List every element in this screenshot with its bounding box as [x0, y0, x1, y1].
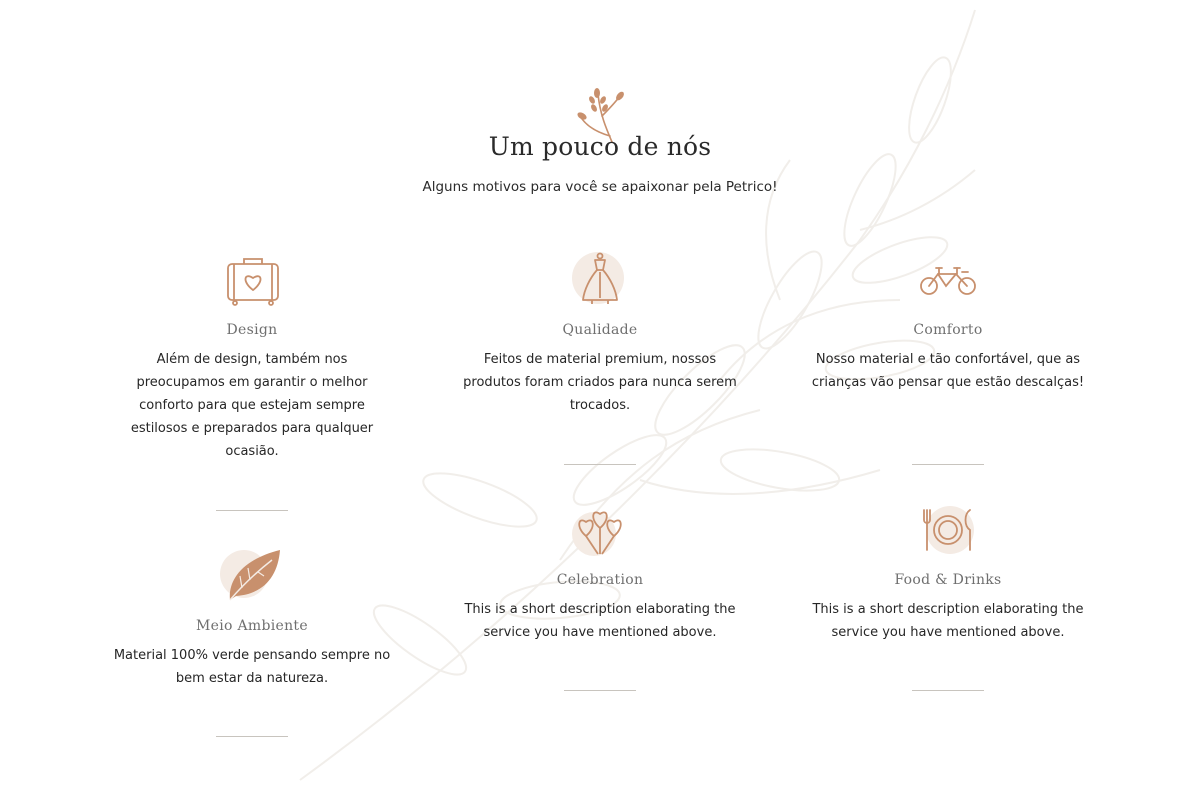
divider	[216, 510, 288, 511]
feature-description: This is a short description elaborating the service you have mentioned above.	[464, 602, 736, 640]
feature-description: Feitos de material premium, nossos produtos foram criados para nunca serem trocados.	[463, 352, 737, 413]
feature-title: Food & Drinks	[894, 572, 1002, 588]
tandem-bicycle-icon	[916, 250, 980, 310]
feature-food-drinks	[798, 500, 1098, 644]
feature-title: Design	[226, 322, 278, 338]
feature-meio-ambiente	[102, 546, 402, 690]
feature-description: Nosso material e tão confortável, que as crianças vão pensar que estão descalças!	[811, 352, 1085, 390]
dress-icon	[568, 250, 632, 310]
divider	[564, 690, 636, 691]
divider	[564, 464, 636, 465]
feature-description: Material 100% verde pensando sempre no bem estar da natureza.	[113, 648, 391, 686]
feature-title: Celebration	[556, 572, 644, 588]
feature-title: Comforto	[913, 322, 983, 338]
divider	[216, 736, 288, 737]
section-title: Um pouco de nós	[488, 132, 712, 161]
feature-qualidade	[450, 250, 750, 417]
divider	[912, 464, 984, 465]
feature-title: Meio Ambiente	[196, 618, 308, 634]
feature-description: Além de design, também nos preocupamos em garantir o melhor conforto para que estejam sempre estilosos e preparados para qualquer ocasião.	[130, 352, 374, 459]
feature-comforto	[798, 250, 1098, 394]
feature-title: Qualidade	[562, 322, 638, 338]
leaf-icon	[220, 546, 284, 606]
heart-balloons-icon	[568, 500, 632, 560]
section-subtitle: Alguns motivos para você se apaixonar pela Petrico!	[422, 179, 778, 195]
feature-celebration	[450, 500, 750, 644]
plate-cutlery-icon	[916, 500, 980, 560]
suitcase-heart-icon	[220, 250, 284, 310]
feature-description: This is a short description elaborating the service you have mentioned above.	[812, 602, 1084, 640]
feature-design	[102, 250, 402, 463]
divider	[912, 690, 984, 691]
